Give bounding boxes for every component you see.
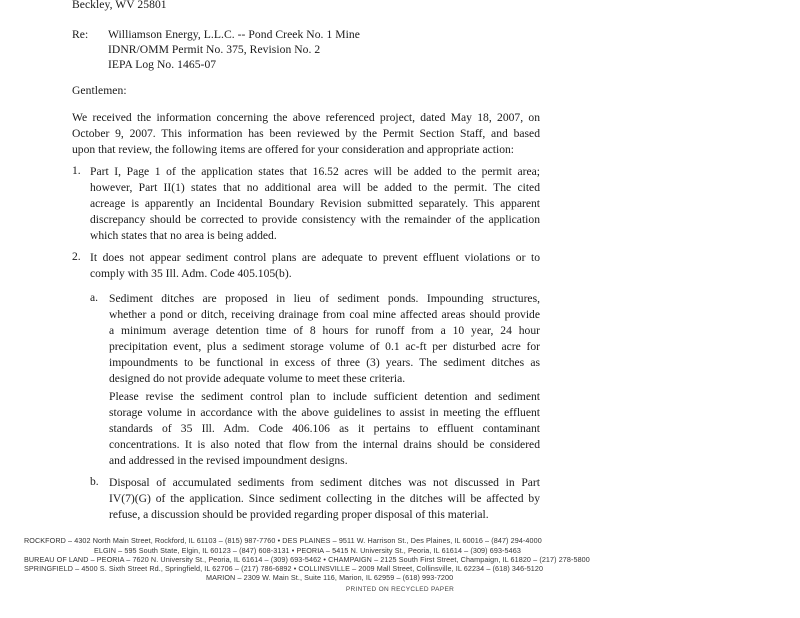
- item-2-line: It does not appear sediment control plans are adequate to prevent effluent violations or to: [90, 251, 540, 264]
- footer-line-bureau-of-land: BUREAU OF LAND – PEORIA – 7620 N. University St., Peoria, IL 61614 – (309) 693-5462 • CHAMPAIGN – 2125 South First Street, Champaign, IL 61820 – (217) 278-5800: [24, 555, 590, 564]
- printed-on-recycled-paper-note: PRINTED ON RECYCLED PAPER: [345, 586, 455, 593]
- subitem-a-followup-line: standards of 35 Ill. Adm. Code 406.106 as it pertains to effluent contaminant: [109, 422, 540, 435]
- subitem-b-line: Disposal of accumulated sediments from sediment ditches was not discussed in Part: [109, 476, 540, 489]
- subitem-b-line: IV(7)(G) of the application. Since sediment collecting in the ditches will be affected by: [109, 492, 540, 505]
- item-1-line: Part I, Page 1 of the application states that 16.52 acres will be added to the permit area;: [90, 165, 540, 178]
- subitem-a-marker: a.: [90, 291, 99, 304]
- item-2-paragraph: [90, 250, 540, 282]
- intro-line: upon that review, the following items are offered for your consideration and appropriate action:: [72, 143, 515, 156]
- subitem-a-line: whether a pond or ditch, receiving drainage from coal mine affected areas should provide: [109, 308, 540, 321]
- subitem-a-followup-line: and addressed in the revised impoundment designs.: [109, 454, 348, 467]
- re-line-iepa-log: IEPA Log No. 1465-07: [108, 58, 217, 71]
- subitem-a-followup-line: storage volume in accordance with the above guidelines to assist in meeting the effluent: [109, 406, 540, 419]
- item-1-line: discrepancy should be corrected to provide consistency with the remainder of the application: [90, 213, 540, 226]
- subitem-a-followup-line: Please revise the sediment control plan to include sufficient detention and sediment: [109, 390, 540, 403]
- intro-line: October 9, 2007. This information has been reviewed by the Permit Section Staff, and based: [72, 127, 540, 140]
- footer-line-marion: MARION – 2309 W. Main St., Suite 116, Marion, IL 62959 – (618) 993-7200: [206, 573, 454, 582]
- item-1-line: which states that no area is being added.: [90, 229, 277, 242]
- subitem-b-paragraph: [109, 475, 540, 523]
- subitem-a-paragraph: [109, 291, 540, 387]
- footer-line-elgin: ELGIN – 595 South State, Elgin, IL 60123 – (847) 608-3131 • PEORIA – 5415 N. University St., Peoria, IL 61614 – (309) 693-5463: [94, 546, 521, 555]
- subitem-a-line: impoundments to be functional in excess of three (3) years. The sediment ditches as: [109, 356, 540, 369]
- item-1-line: acreage is apparently an Incidental Boundary Revision submitted separately. This apparent: [90, 197, 540, 210]
- subitem-a-line: precipitation event, plus a sediment storage volume of 0.1 ac-ft per disturbed acre for: [109, 340, 540, 353]
- re-label: Re:: [72, 28, 89, 41]
- item-1-paragraph: [90, 164, 540, 244]
- item-2-marker: 2.: [72, 250, 81, 263]
- intro-line: We received the information concerning the above referenced project, dated May 18, 2007, on: [72, 111, 540, 124]
- item-2-line: comply with 35 Ill. Adm. Code 405.105(b).: [90, 267, 292, 280]
- item-1-marker: 1.: [72, 164, 81, 177]
- subitem-a-line: designed do not provide adequate volume to meet these criteria.: [109, 372, 406, 385]
- footer-line-springfield: SPRINGFIELD – 4500 S. Sixth Street Rd., Springfield, IL 62706 – (217) 786-6892 • COLLINSVILLE – 2009 Mall Street, Collinsville, IL 62234 – (618) 346-5120: [24, 564, 544, 573]
- subitem-a-line: a minimum average detention time of 8 hours for runoff from a 10 year, 24 hour: [109, 324, 540, 337]
- subitem-a-followup-paragraph: [109, 389, 540, 469]
- re-line-permit: IDNR/OMM Permit No. 375, Revision No. 2: [108, 43, 321, 56]
- address-city-line: Beckley, WV 25801: [72, 0, 167, 11]
- subitem-a-line: Sediment ditches are proposed in lieu of sediment ponds. Impounding structures,: [109, 292, 540, 305]
- item-1-line: however, Part II(1) states that no additional area will be added to the permit. The cited: [90, 181, 540, 194]
- salutation: Gentlemen:: [72, 84, 127, 97]
- subitem-b-line: refuse, a discussion should be provided regarding proper disposal of this material.: [109, 508, 489, 521]
- footer-line-rockford: ROCKFORD – 4302 North Main Street, Rockford, IL 61103 – (815) 987-7760 • DES PLAINES – 9511 W. Harrison St., Des Plaines, IL 60016 – (847) 294-4000: [24, 536, 542, 545]
- re-line-project: Williamson Energy, L.L.C. -- Pond Creek No. 1 Mine: [108, 28, 360, 41]
- subitem-a-followup-line: concentrations. It is also noted that flow from the internal drains should be considered: [109, 438, 540, 451]
- subitem-b-marker: b.: [90, 475, 99, 488]
- intro-paragraph: [72, 110, 540, 158]
